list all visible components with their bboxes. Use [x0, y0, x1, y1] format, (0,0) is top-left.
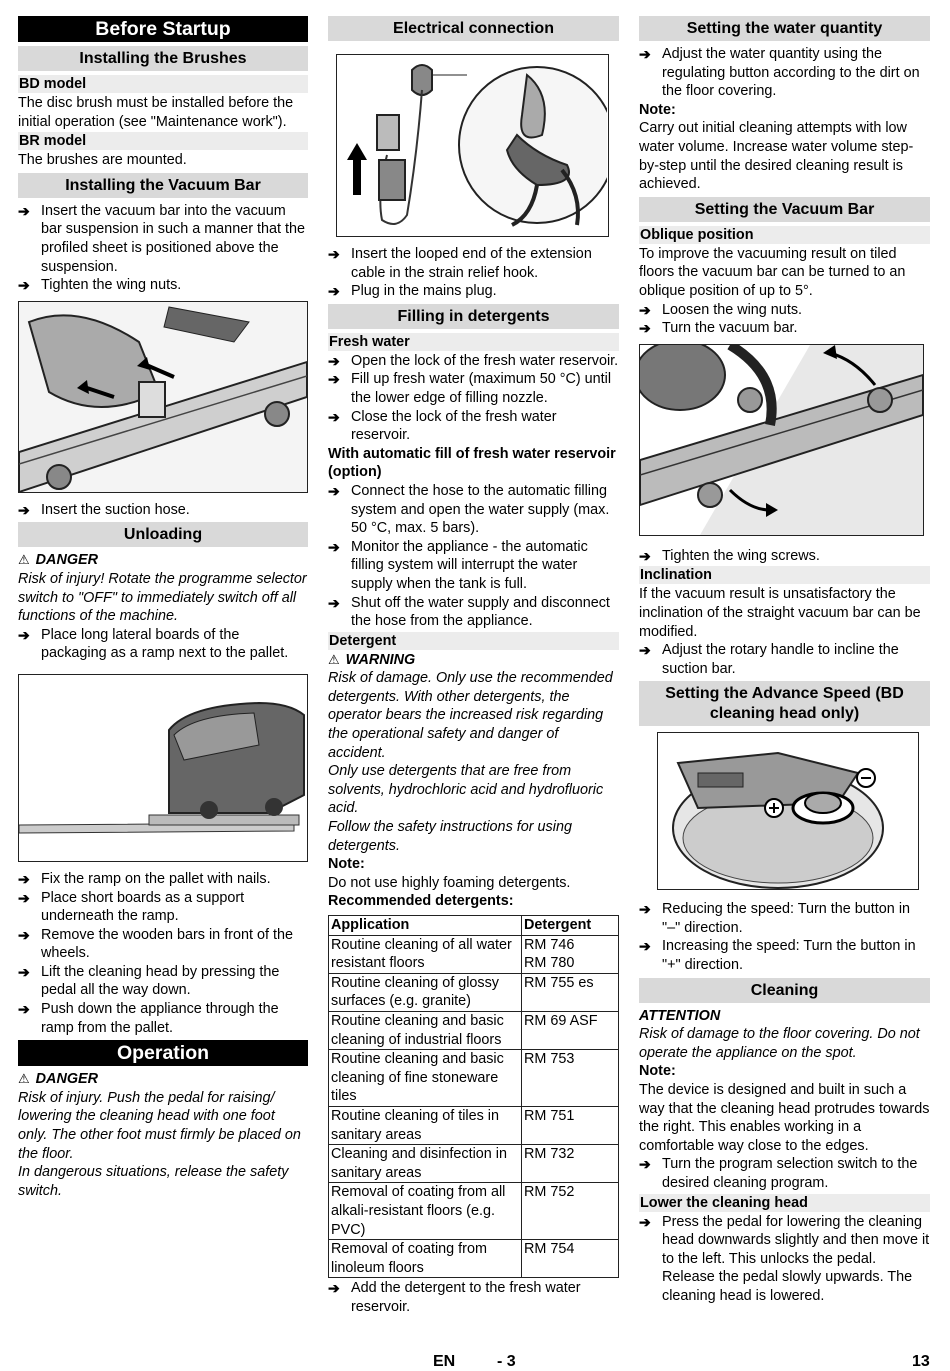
arrow-icon: ➔ — [328, 408, 340, 425]
arrow-icon: ➔ — [639, 301, 651, 318]
table-row — [329, 1106, 619, 1144]
note-label: Note: — [328, 856, 365, 873]
heading-setting-vacuum-bar: Setting the Vacuum Bar — [639, 197, 930, 222]
table-cell: RM 732 — [522, 1145, 619, 1183]
step-item: ➔ Turn the vacuum bar. — [639, 320, 798, 337]
step-item: ➔ Tighten the wing nuts. — [18, 277, 182, 294]
table-row — [329, 1183, 619, 1240]
table-cell: RM 755 es — [522, 973, 619, 1011]
step-item: ➔ Shut off the water supply and disconnect the hose from the appliance. — [328, 594, 610, 630]
step-item: ➔ Plug in the mains plug. — [328, 283, 497, 300]
subheading-oblique-position: Oblique position — [639, 226, 930, 244]
figure-vacuum-bar-oblique — [639, 344, 924, 536]
table-cell: Routine cleaning and basic cleaning of industrial floors — [329, 1011, 522, 1049]
arrow-icon: ➔ — [639, 1213, 651, 1230]
subheading-fresh-water: Fresh water — [328, 333, 619, 351]
step-item: ➔ Insert the vacuum bar into the vacuum bar suspension in such a manner that the profiled sheet is positioned above the suspension. — [18, 202, 305, 275]
subheading-detergent: Detergent — [328, 632, 619, 650]
step-item: ➔ Add the detergent to the fresh water reservoir. — [328, 1280, 581, 1315]
figure-advance-speed — [657, 732, 919, 890]
arrow-icon: ➔ — [18, 277, 30, 294]
arrow-icon: ➔ — [18, 1001, 30, 1018]
step-item: ➔ Adjust the rotary handle to incline the suction bar. — [639, 642, 899, 677]
section-title-before-startup: Before Startup — [18, 16, 308, 42]
footer-page-number: 13 — [912, 1353, 930, 1370]
arrow-icon: ➔ — [18, 926, 30, 943]
table-row — [329, 1050, 619, 1107]
step-item: ➔ Reducing the speed: Turn the button in "–" direction. — [639, 901, 911, 936]
subheading-automatic-fill: With automatic fill of fresh water reservoir (option) — [328, 445, 616, 481]
step-item: ➔ Press the pedal for lowering the cleaning head downwards slightly and then move it to the left. This unlocks the pedal. Release the pedal slowly upwards. The cleaning head is lowered. — [639, 1213, 930, 1304]
table-cell: Removal of coating from linoleum floors — [329, 1240, 522, 1278]
table-cell: RM 753 — [522, 1050, 619, 1107]
footer-local-page: - 3 — [497, 1353, 516, 1370]
heading-unloading: Unloading — [18, 522, 308, 547]
step-item: ➔ Place short boards as a support underneath the ramp. — [18, 889, 245, 925]
table-cell: Routine cleaning of all water resistant floors — [329, 935, 522, 973]
attention-text: Risk of damage to the floor covering. Do not operate the appliance on the spot. — [639, 1026, 920, 1061]
table-row — [329, 1145, 619, 1183]
step-item: ➔ Fill up fresh water (maximum 50 °C) until the lower edge of filling nozzle. — [328, 371, 612, 406]
step-item: ➔ Remove the wooden bars in front of the wheels. — [18, 926, 293, 962]
arrow-icon: ➔ — [328, 283, 340, 300]
table-cell: RM 746 RM 780 — [522, 935, 619, 973]
table-cell: Cleaning and disinfection in sanitary areas — [329, 1145, 522, 1183]
danger-label: ⚠ DANGER — [18, 552, 99, 569]
subheading-lower-cleaning-head: Lower the cleaning head — [639, 1194, 930, 1212]
table-row — [329, 935, 619, 973]
table-cell: RM 754 — [522, 1240, 619, 1278]
step-item: ➔ Insert the looped end of the extension cable in the strain relief hook. — [328, 246, 592, 281]
step-item: ➔ Push down the appliance through the ramp from the pallet. — [18, 1001, 279, 1036]
step-item: ➔ Turn the program selection switch to the desired cleaning program. — [639, 1156, 918, 1191]
arrow-icon: ➔ — [639, 1156, 651, 1173]
note-label: Note: — [639, 101, 676, 118]
heading-water-quantity: Setting the water quantity — [639, 16, 930, 41]
figure-unloading-machine — [18, 674, 308, 862]
heading-advance-speed: Setting the Advance Speed (BD cleaning head only) — [639, 681, 930, 726]
heading-filling-detergents: Filling in detergents — [328, 304, 619, 329]
danger-text: In dangerous situations, release the safety switch. — [18, 1164, 289, 1199]
step-item: ➔ Insert the suction hose. — [18, 501, 190, 518]
table-row — [329, 1240, 619, 1278]
step-item: ➔ Tighten the wing screws. — [639, 547, 820, 564]
arrow-icon: ➔ — [328, 594, 340, 611]
figure-vacuum-bar-installation — [18, 301, 308, 493]
arrow-icon: ➔ — [328, 352, 340, 369]
table-row — [329, 1011, 619, 1049]
step-item: ➔ Open the lock of the fresh water reservoir. — [328, 352, 619, 369]
warning-text: Follow the safety instructions for using detergents. — [328, 819, 572, 854]
arrow-icon: ➔ — [328, 538, 340, 555]
arrow-icon: ➔ — [328, 371, 340, 388]
heading-installing-brushes: Installing the Brushes — [18, 46, 308, 71]
step-item: ➔ Adjust the water quantity using the regulating button according to the dirt on the floor covering. — [639, 46, 920, 100]
paragraph-inclination: If the vacuum result is unsatisfactory the inclination of the straight vacuum bar can be modified. — [639, 586, 921, 640]
arrow-icon: ➔ — [18, 963, 30, 980]
table-cell: Routine cleaning and basic cleaning of fine stoneware tiles — [329, 1050, 522, 1107]
arrow-icon: ➔ — [18, 889, 30, 906]
column-middle — [328, 16, 619, 1316]
paragraph-br: The brushes are mounted. — [18, 152, 187, 169]
step-item: ➔ Monitor the appliance - the automatic filling system will interrupt the water supply when the tank is full. — [328, 538, 588, 592]
arrow-icon: ➔ — [639, 938, 651, 955]
step-item: ➔ Connect the hose to the automatic filling system and open the water supply (max. 50 °C, max. 5 bars). — [328, 482, 610, 537]
figure-electrical-connection — [336, 54, 609, 237]
subheading-br-model: BR model — [18, 132, 308, 150]
table-cell: Routine cleaning of glossy surfaces (e.g. granite) — [329, 973, 522, 1011]
danger-label: ⚠ DANGER — [18, 1071, 99, 1088]
attention-label: ATTENTION — [639, 1007, 721, 1024]
arrow-icon: ➔ — [639, 320, 651, 337]
step-item: ➔ Loosen the wing nuts. — [639, 301, 803, 318]
column-left — [18, 16, 308, 1200]
step-item: ➔ Increasing the speed: Turn the button in "+" direction. — [639, 938, 916, 974]
table-header: Application — [329, 916, 522, 936]
danger-text: Risk of injury! Rotate the programme selector switch to "OFF" to immediately switch off all functions of the machine. — [18, 570, 307, 625]
arrow-icon: ➔ — [18, 202, 30, 219]
arrow-icon: ➔ — [639, 901, 651, 918]
warning-text: Only use detergents that are free from solvents, hydrochloric acid and hydrofluoric acid. — [328, 763, 604, 817]
subheading-bd-model: BD model — [18, 75, 308, 93]
table-cell: RM 752 — [522, 1183, 619, 1240]
table-cell: Removal of coating from all alkali-resistant floors (e.g. PVC) — [329, 1183, 522, 1240]
warning-triangle-icon: ⚠ — [328, 651, 340, 667]
danger-text: Risk of injury. Push the pedal for raising/ lowering the cleaning head with one foot only. The other foot must firmly be placed on the floor. — [18, 1089, 301, 1162]
warning-triangle-icon: ⚠ — [18, 552, 30, 568]
paragraph-oblique: To improve the vacuuming result on tiled floors the vacuum bar can be turned to an oblique position of up to 5°. — [639, 245, 906, 299]
column-right — [639, 16, 930, 1306]
table-cell: Routine cleaning of tiles in sanitary areas — [329, 1106, 522, 1144]
heading-cleaning: Cleaning — [639, 978, 930, 1003]
arrow-icon: ➔ — [18, 501, 30, 518]
recommended-detergents-label: Recommended detergents: — [328, 893, 514, 910]
table-row — [329, 973, 619, 1011]
heading-electrical-connection: Electrical connection — [328, 16, 619, 41]
step-item: ➔ Lift the cleaning head by pressing the pedal all the way down. — [18, 963, 280, 999]
subheading-inclination: Inclination — [639, 566, 930, 584]
table-cell: RM 751 — [522, 1106, 619, 1144]
step-item: ➔ Close the lock of the fresh water reservoir. — [328, 408, 557, 444]
arrow-icon: ➔ — [328, 246, 340, 262]
arrow-icon: ➔ — [18, 626, 30, 643]
detergents-table — [328, 915, 619, 1278]
arrow-icon: ➔ — [328, 482, 340, 499]
arrow-icon: ➔ — [639, 547, 651, 564]
step-item: ➔ Fix the ramp on the pallet with nails. — [18, 870, 271, 887]
table-header-row — [329, 916, 619, 936]
paragraph-bd: The disc brush must be installed before the initial operation (see "Maintenance work"). — [18, 95, 294, 130]
note-text: The device is designed and built in such a way that the cleaning head protrudes towards the right. This enables working in a comfortable way close to the edges. — [639, 1082, 930, 1154]
warning-label: ⚠ WARNING — [328, 651, 416, 668]
table-cell: RM 69 ASF — [522, 1011, 619, 1049]
heading-installing-vacuum-bar: Installing the Vacuum Bar — [18, 173, 308, 198]
table-header: Detergent — [522, 916, 619, 936]
warning-triangle-icon: ⚠ — [18, 1071, 30, 1087]
step-item: ➔ Place long lateral boards of the packaging as a ramp next to the pallet. — [18, 626, 289, 662]
arrow-icon: ➔ — [328, 1280, 340, 1297]
footer-language: EN — [433, 1353, 456, 1370]
warning-text: Risk of damage. Only use the recommended detergents. With other detergents, the operator bears the increased risk regarding the operational safety and danger of accident. — [328, 670, 613, 761]
section-title-operation: Operation — [18, 1040, 308, 1066]
note-text: Carry out initial cleaning attempts with low water volume. Increase water volume step-by-step until the desired cleaning result is achieved. — [639, 120, 914, 193]
arrow-icon: ➔ — [639, 46, 651, 62]
note-text: Do not use highly foaming detergents. — [328, 874, 571, 891]
note-label: Note: — [639, 1063, 676, 1080]
arrow-icon: ➔ — [639, 642, 651, 659]
arrow-icon: ➔ — [18, 870, 30, 887]
